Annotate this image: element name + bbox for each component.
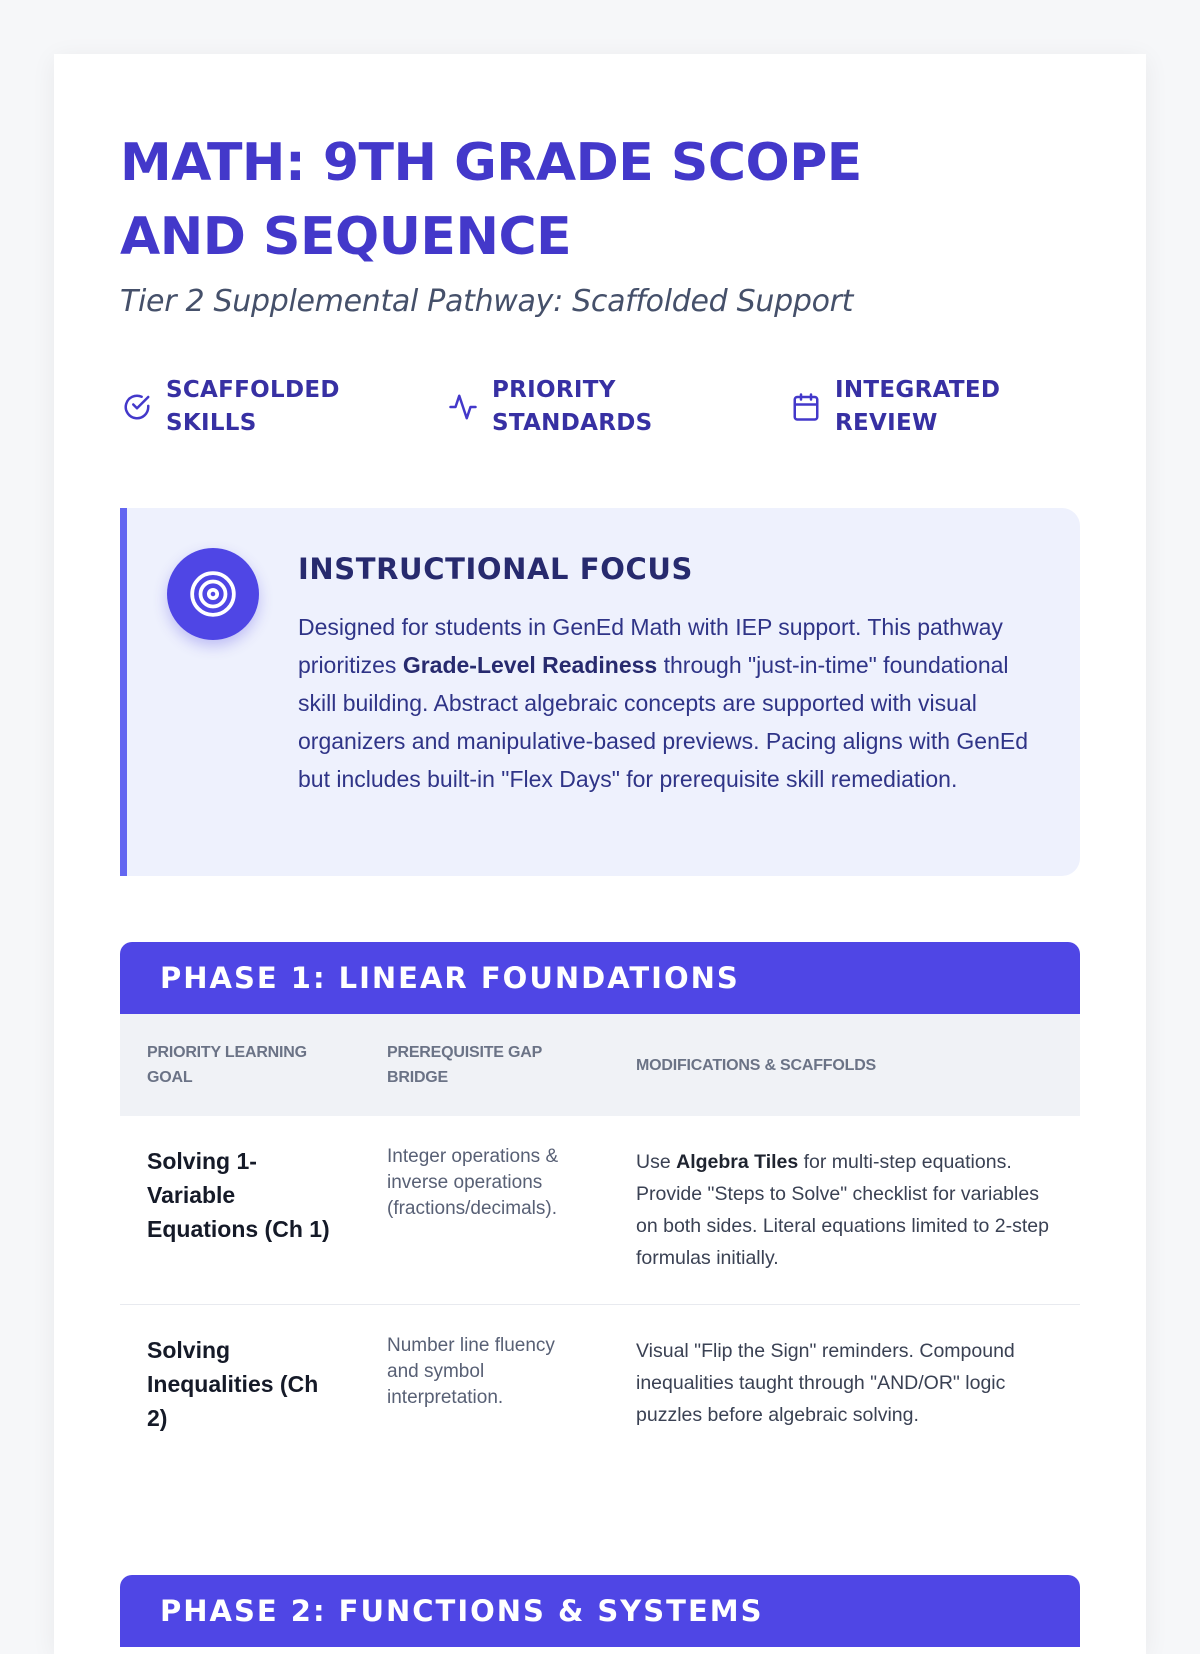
bridge-cell: Integer operations & inverse operations (fractions/decimals). (387, 1146, 559, 1219)
focus-heading: INSTRUCTIONAL FOCUS (298, 552, 693, 586)
instructional-focus-callout (120, 508, 1080, 876)
column-header-bridge: PREREQUISITE GAP BRIDGE (387, 1044, 542, 1086)
check-circle-icon (120, 390, 154, 424)
feature-label: INTEGRATED REVIEW (835, 377, 1001, 436)
goal-cell: Solving Inequalities (Ch 2) (147, 1337, 319, 1431)
feature-list (120, 374, 1080, 444)
mods-cell: Use Algebra Tiles for multi-step equations. Provide "Steps to Solve" checklist for variables on both sides. Literal equations limited to 2-step formulas initially. (636, 1151, 1049, 1269)
focus-body: Designed for students in GenEd Math with IEP support. This pathway prioritizes Grade-Level Readiness through "just-in-time" foundational skill building. Abstract algebraic concepts are supported with visual organizers and manipulative-based previews. Pacing aligns with GenEd but includes built-in "Flex Days" for prerequisite skill remediation. (298, 614, 1029, 792)
mods-cell: Visual "Flip the Sign" reminders. Compound inequalities taught through "AND/OR" logic puzzles before algebraic solving. (636, 1340, 1015, 1426)
feature-label: SCAFFOLDED SKILLS (166, 377, 340, 436)
page-title: MATH: 9TH GRADE SCOPE AND SEQUENCE (120, 133, 862, 267)
document-content (120, 126, 1080, 1647)
table-row (120, 1305, 1080, 1466)
pulse-icon (446, 390, 480, 424)
feature-integrated-review (789, 374, 1079, 440)
feature-label: PRIORITY STANDARDS (492, 377, 653, 436)
feature-priority-standards (446, 374, 746, 440)
goal-cell: Solving 1-Variable Equations (Ch 1) (147, 1148, 330, 1242)
bridge-cell: Number line fluency and symbol interpretation. (387, 1335, 555, 1408)
column-header-mods: MODIFICATIONS & SCAFFOLDS (636, 1056, 877, 1074)
document-card (54, 54, 1146, 1654)
table-header-row (120, 1014, 1080, 1116)
table-row (120, 1116, 1080, 1305)
page-subtitle: Tier 2 Supplemental Pathway: Scaffolded Support (120, 284, 854, 319)
target-icon (167, 548, 259, 640)
calendar-icon (789, 390, 823, 424)
phase-1-table (120, 1014, 1080, 1465)
focus-emphasis: Grade-Level Readiness (402, 652, 658, 678)
phase-1-header: PHASE 1: LINEAR FOUNDATIONS (120, 942, 1080, 1014)
feature-scaffolded-skills (120, 374, 400, 440)
phase-2-header: PHASE 2: FUNCTIONS & SYSTEMS (120, 1575, 1080, 1647)
column-header-goal: PRIORITY LEARNING GOAL (147, 1044, 307, 1086)
